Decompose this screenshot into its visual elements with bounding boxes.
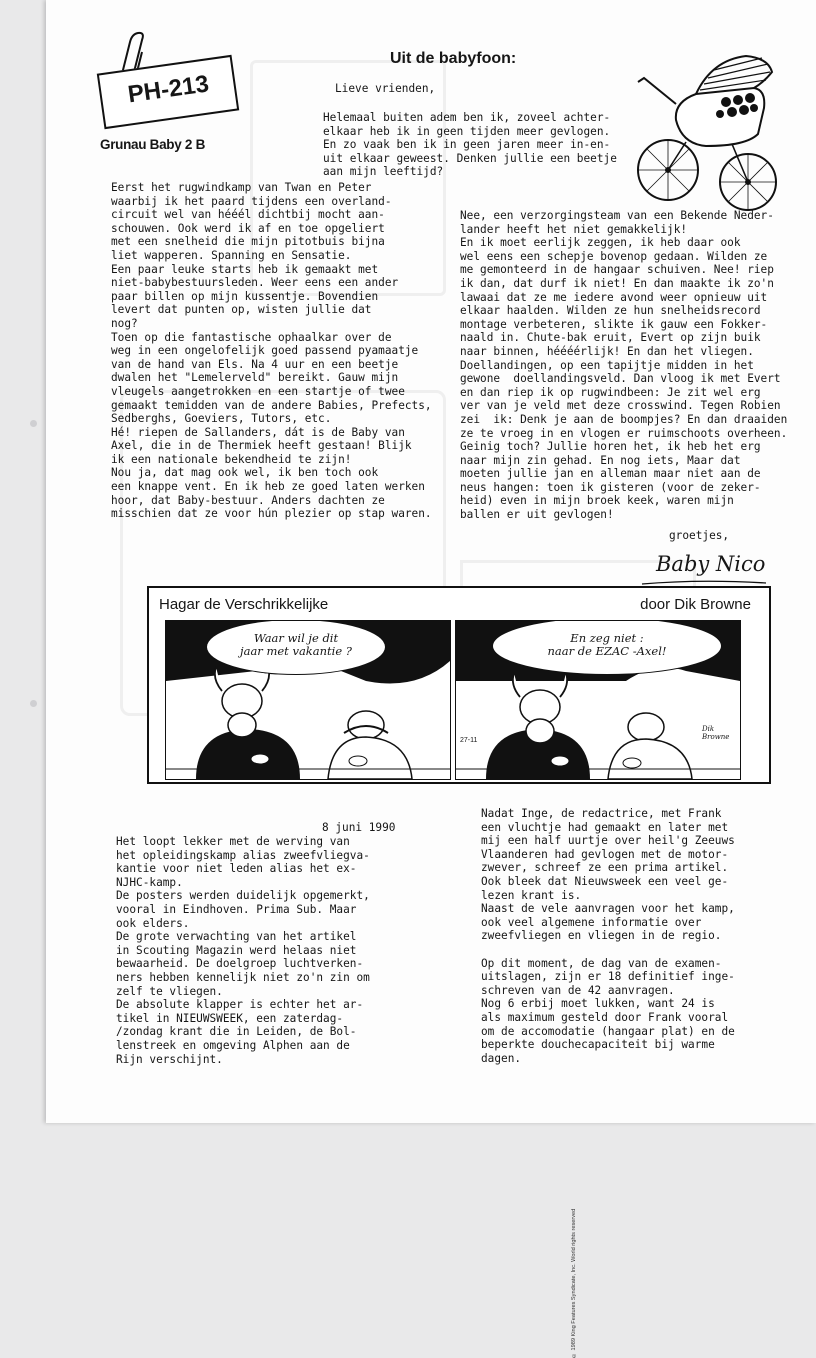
page-title: Uit de babyfoon: [390, 50, 517, 67]
panel-number: 27-11 [460, 737, 478, 744]
letter-greeting: Lieve vrienden, [335, 82, 436, 95]
comic-author: door Dik Browne [640, 596, 751, 613]
copyright-notice: © 1989 King Features Syndicate, Inc. World rights reserved [571, 1208, 577, 1358]
speech-balloon: Waar wil je dit jaar met vakantie ? [206, 620, 386, 675]
comic-title: Hagar de Verschrikkelijke [159, 596, 329, 613]
pram-illustration [636, 42, 786, 214]
article-date: 8 juni 1990 [322, 821, 396, 834]
letter-left-column: Eerst het rugwindkamp van Twan en Peter waarbij ik het paard tijdens een overland- circuit wel van hééél dichtbij mocht aan- schouwen. Ook werd ik af en toe opgeliert met een snelheid die mijn pitotbuis bijna liet wapperen. Spanning en Sensatie. Een paar leuke starts heb ik gemaakt met niet-babybestuursleden. Weer eens een ander paar billen op mijn kussentje. Bovendien levert dat punten op, wisten jullie dat nog? Toen op die fantastische ophaalkar over de weg in een ongelofelijk goed passend pyamaatje van de hand van Els. Na 4 uur en een beetje dwalen het "Lemelerveld" bereikt. Gauw mijn vleugels aangetrokken en een startje of twee gemaakt temidden van de andere Babies, Prefects, Sedberghs, Goeviers, Tutors, etc. Hé! riepen de Sallanders, dát is de Baby van Axel, die in de Thermiek heeft gestaan! Blijk ik een nationale bekendheid te zijn! Nou ja, dat mag ook wel, ik ben toch ook een knappe vent. En ik heb ze goed laten werken hoor, dat Baby-bestuur. Anders dachten ze misschien dat ze voor hún plezier op stap waren. [111, 181, 432, 521]
punch-hole [30, 700, 37, 707]
punch-hole [30, 420, 37, 427]
glider-type: Grunau Baby 2 B [100, 137, 206, 152]
letter-right-column: Nee, een verzorgingsteam van een Bekende Neder- lander heeft het niet gemakkelijk! En ik moet eerlijk zeggen, ik heb daar ook wel eens een schepje bovenop gedaan. Wilden ze me gemonteerd in de hangaar schuiven. Nee! riep ik dan, dat durf ik niet! En dan maakte ik zo'n lawaai dat ze me iedere avond weer opnieuw uit elkaar haalden. Wilden ze hun snelheidsrecord montage verbeteren, slikte ik gauw een Fokker- naald in. Chute-bak eruit, Evert op zijn buik naar binnen, héééérlijk! En dan het vliegen. Doellandingen, op een tapijtje midden in het gewone doellandingsveld. Dan vloog ik met Evert en dan riep ik op rugwindbeen: Je zit wel erg ver van je veld met deze crosswind. Tegen Robien zei ik: Denk je aan de boompjes? En dan draaiden ze te vroeg in en vlogen er ruimschoots overheen. Geinig toch? Jullie horen het, ik heb het erg naar mijn zin gehad. En nog iets, Maar dat moeten jullie jan en alleman maar niet aan de neus hangen: toen ik gisteren (voor de zeker- heid) even in mijn broek keek, waren mijn ballen er uit gevlogen! [460, 209, 788, 522]
comic-panel-1 [165, 620, 451, 780]
speech-balloon: En zeg niet : naar de EZAC -Axel! [492, 620, 722, 675]
article-left-column: Het loopt lekker met de werving van het opleidingskamp alias zweefvliegva- kantie voor niet leden alias het ex- NJHC-kamp. De posters werden duidelijk opgemerkt, vooral in Eindhoven. Prima Sub. Maar ook elders. De grote verwachting van het artikel in Scouting Magazin werd helaas niet bewaarheid. De doelgroep luchtverken- ners hebben kennelijk niet zo'n zin om zelf te vliegen. De absolute klapper is echter het ar- tikel in NIEUWSWEEK, een zaterdag- /zondag krant die in Leiden, de Bol- lenstreek en omgeving Alphen aan de Rijn verschijnt. [116, 835, 370, 1066]
signature: Baby Nico [656, 552, 766, 576]
artist-signature: Dik Browne [702, 725, 730, 741]
article-right-column: Nadat Inge, de redactrice, met Frank een vluchtje had gemaakt en later met mij een half uurtje over heil'g Zeeuws Vlaanderen had gevlogen met de motor- zwever, schreef ze een prima artikel. Ook bleek dat Nieuwsweek een veel ge- lezen krant is. Naast de vele aanvragen voor het kamp, ook veel algemene informatie over zweefvliegen en vliegen in de regio. Op dit moment, de dag van de examen- uitslagen, zijn er 18 definitief inge- schreven van de 42 aanvragen. Nog 6 erbij moet lukken, want 24 is als maximum gesteld door Frank vooral om de accomodatie (hangaar plat) en de beperkte douchecapaciteit bij warme dagen. [481, 807, 735, 1065]
letter-closing: groetjes, [669, 529, 730, 542]
comic-panel-2 [455, 620, 741, 780]
registration-label: PH-213 [126, 70, 211, 109]
letter-intro: Helemaal buiten adem ben ik, zoveel achter- elkaar heb ik in geen tijden meer gevlogen. En zo vaak ben ik in geen jaren meer in-en- uit elkaar geweest. Denken jullie een beetje aan mijn leeftijd? [323, 111, 617, 179]
